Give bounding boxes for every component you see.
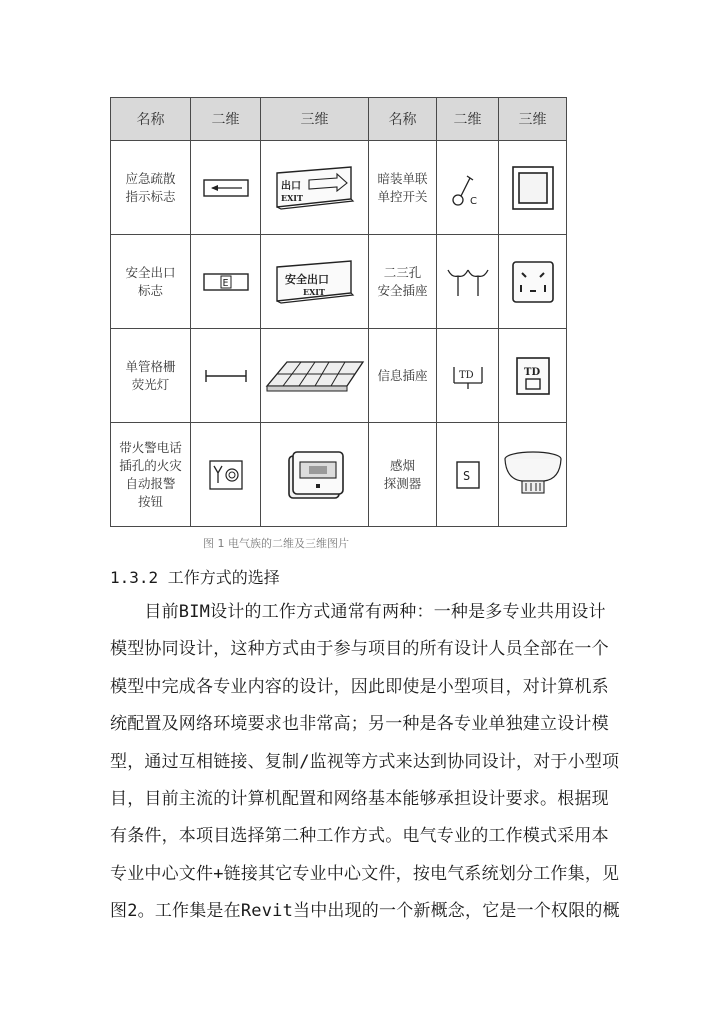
- evacuation-sign-2d-icon: [191, 141, 261, 235]
- safety-exit-3d-icon: [261, 235, 369, 329]
- table-row: [111, 329, 567, 423]
- smoke-detector-3d-icon: [499, 423, 567, 527]
- switch-2d-label: C: [469, 195, 477, 207]
- info-socket-2d-label: TD: [458, 369, 474, 381]
- paragraph-line: 目前BIM设计的工作方式通常有两种：一种是多专业共用设计: [110, 602, 606, 622]
- row2-left-name: 安全出口 标志: [111, 235, 191, 329]
- switch-2d-icon: [437, 141, 499, 235]
- safety-exit-2d-icon: [191, 235, 261, 329]
- row3-right-name: 信息插座: [369, 329, 437, 423]
- table-row: [111, 141, 567, 235]
- header-3d-right: 三维: [499, 98, 567, 141]
- header-3d-left: 三维: [261, 98, 369, 141]
- header-name-left: 名称: [111, 98, 191, 141]
- table-row: [111, 235, 567, 329]
- body-paragraph: [110, 594, 620, 931]
- paragraph-line: 有条件，本项目选择第二种工作方式。电气专业的工作模式采用本: [110, 826, 609, 847]
- info-socket-3d-label: TD: [523, 366, 540, 378]
- smoke-detector-2d-label: S: [462, 468, 470, 483]
- figure-caption: 图 1 电气族的二维及三维图片: [203, 537, 349, 550]
- smoke-detector-2d-icon: [437, 423, 499, 527]
- alarm-button-3d-icon: [261, 423, 369, 527]
- switch-3d-icon: [499, 141, 567, 235]
- fluorescent-light-3d-icon: [261, 329, 369, 423]
- row1-left-name: 应急疏散 指示标志: [111, 141, 191, 235]
- paragraph-line: 模型中完成各专业内容的设计，因此即使是小型项目，对计算机系: [110, 676, 609, 697]
- row4-right-name: 感烟 探测器: [369, 423, 437, 527]
- table-row: [111, 423, 567, 527]
- row4-left-name: 带火警电话 插孔的火灾 自动报警 按钮: [111, 423, 191, 527]
- info-socket-3d-icon: [499, 329, 567, 423]
- paragraph-line: 目，目前主流的计算机配置和网络基本能够承担设计要求。根据现: [110, 788, 609, 809]
- safety-exit-3d-label: 安全出口: [284, 272, 329, 286]
- fluorescent-light-2d-icon: [191, 329, 261, 423]
- header-name-right: 名称: [369, 98, 437, 141]
- socket-3d-icon: [499, 235, 567, 329]
- paragraph-line: 统配置及网络环境要求也非常高；另一种是各专业单独建立设计模: [110, 714, 609, 735]
- row3-left-name: 单管格栅 荧光灯: [111, 329, 191, 423]
- exit-3d-label: 出口: [280, 180, 301, 192]
- exit-3d-sublabel: EXIT: [280, 192, 303, 203]
- safety-exit-3d-sublabel: EXIT: [302, 286, 325, 297]
- header-2d-right: 二维: [437, 98, 499, 141]
- row2-right-name: 二三孔 安全插座: [369, 235, 437, 329]
- info-socket-2d-icon: [437, 329, 499, 423]
- alarm-button-2d-icon: [191, 423, 261, 527]
- row1-right-name: 暗装单联 单控开关: [369, 141, 437, 235]
- paragraph-line: 图2。工作集是在Revit当中出现的一个新概念，它是一个权限的概: [110, 901, 620, 922]
- section-heading: 1.3.2 工作方式的选择: [110, 568, 280, 587]
- evacuation-sign-3d-icon: [261, 141, 369, 235]
- table-header-row: [111, 98, 567, 141]
- socket-2d-icon: [437, 235, 499, 329]
- paragraph-line: 专业中心文件+链接其它专业中心文件，按电气系统划分工作集，见: [110, 863, 620, 884]
- safety-exit-2d-label: E: [222, 277, 229, 289]
- paragraph-line: 型，通过互相链接、复制/监视等方式来达到协同设计，对于小型项: [110, 751, 620, 772]
- header-2d-left: 二维: [191, 98, 261, 141]
- paragraph-line: 模型协同设计，这种方式由于参与项目的所有设计人员全部在一个: [110, 639, 609, 660]
- figure-table: [110, 97, 567, 527]
